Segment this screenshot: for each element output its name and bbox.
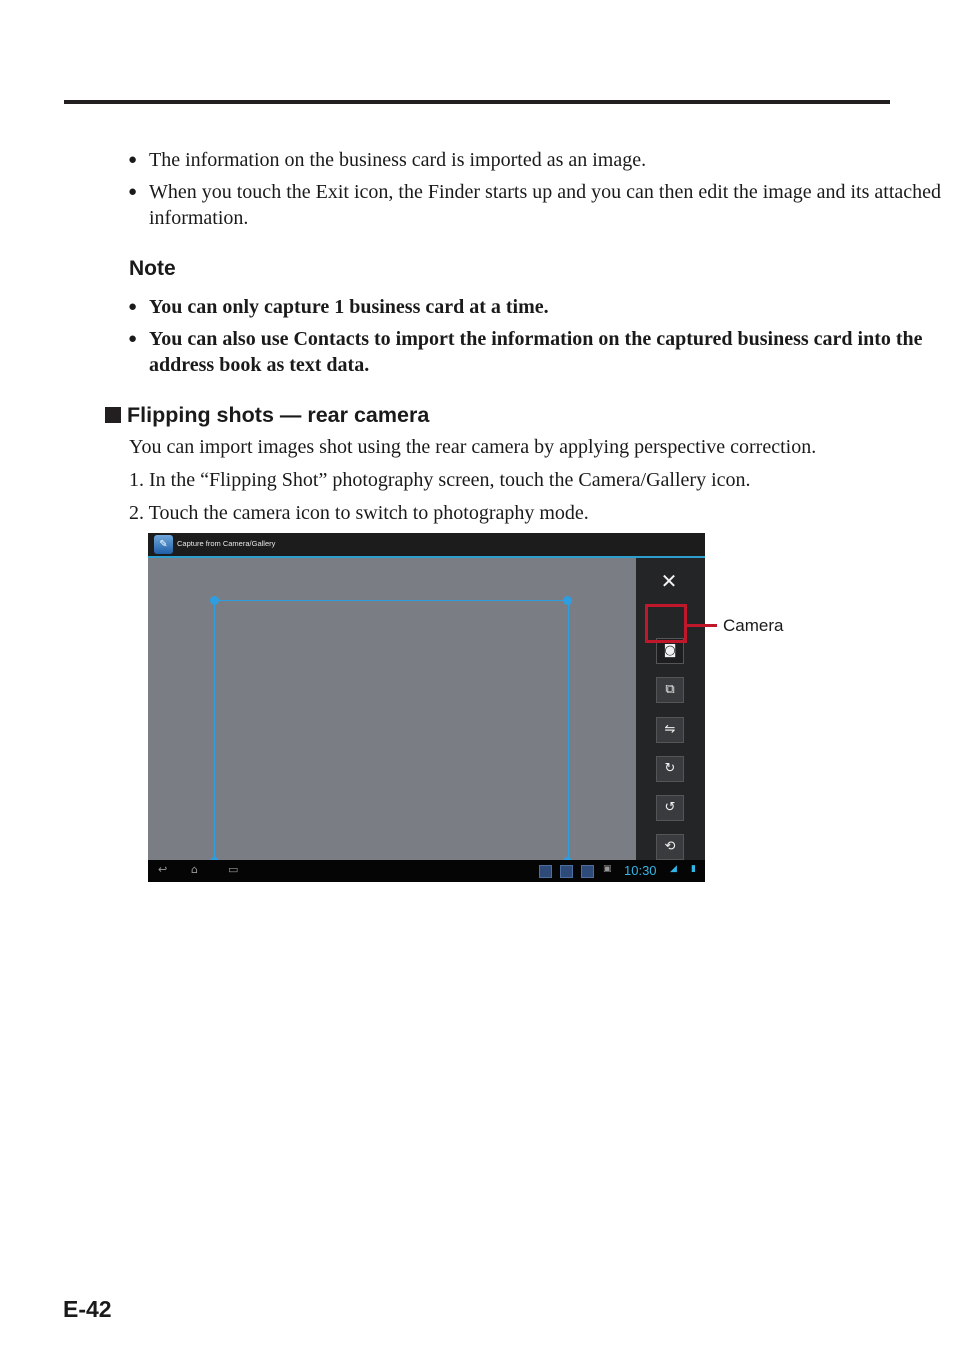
notification-icon: [560, 865, 573, 878]
crop-handle[interactable]: [210, 596, 219, 605]
recent-apps-icon[interactable]: ▭: [228, 863, 239, 876]
crop-handle[interactable]: [563, 596, 572, 605]
note-item: ● You can also use Contacts to import the information on the captured business card into the address book as text data.: [128, 328, 923, 376]
notification-icon: [581, 865, 594, 878]
note-bullet-list: [128, 294, 954, 384]
capture-canvas[interactable]: [148, 558, 636, 860]
undo-icon[interactable]: ⟲: [656, 834, 684, 860]
camera-callout-label: Camera: [723, 616, 784, 635]
status-clock: 10:30: [624, 863, 657, 878]
notification-icon: [539, 865, 552, 878]
home-icon[interactable]: ⌂: [191, 863, 198, 876]
section-heading: Flipping shots — rear camera: [105, 403, 429, 428]
system-nav-bar: [148, 860, 705, 882]
note-item: ● You can only capture 1 business card at a time.: [128, 296, 549, 318]
section-intro: You can import images shot using the rear camera by applying perspective correction.: [129, 436, 817, 458]
app-icon[interactable]: ✎: [154, 535, 173, 554]
camera-icon[interactable]: ◙: [656, 638, 684, 664]
crop-frame[interactable]: [214, 600, 569, 863]
app-title: Capture from Camera/Gallery: [177, 539, 276, 548]
section-marker: [105, 407, 121, 423]
rotate-90-icon[interactable]: ↺: [656, 795, 684, 821]
header-rule: [64, 100, 890, 104]
step-2: 2. Touch the camera icon to switch to photography mode.: [129, 502, 589, 524]
close-icon[interactable]: ✕: [660, 569, 678, 593]
camera-highlight-box: [645, 604, 687, 643]
battery-icon: ▮: [691, 864, 696, 874]
note-heading: Note: [129, 257, 176, 280]
page-number: E-42: [63, 1296, 112, 1322]
gallery-icon[interactable]: ⧉: [656, 677, 684, 703]
device-screenshot: [148, 533, 705, 882]
rotate-icon[interactable]: ↻: [656, 756, 684, 782]
action-bar: [148, 533, 705, 558]
step-1: 1. In the “Flipping Shot” photography screen, touch the Camera/Gallery icon.: [129, 469, 751, 491]
wifi-icon: ◢: [670, 864, 677, 874]
back-icon[interactable]: ↩: [158, 863, 168, 876]
bullet-item: ● When you touch the Exit icon, the Finder starts up and you can then edit the image and its attached information.: [128, 181, 942, 229]
bullet-item: ● The information on the business card is imported as an image.: [128, 149, 647, 171]
image-icon: ▣: [603, 864, 612, 874]
info-bullet-list: [128, 147, 954, 237]
flip-icon[interactable]: ⇋: [656, 717, 684, 743]
callout-leader-line: [687, 624, 717, 627]
